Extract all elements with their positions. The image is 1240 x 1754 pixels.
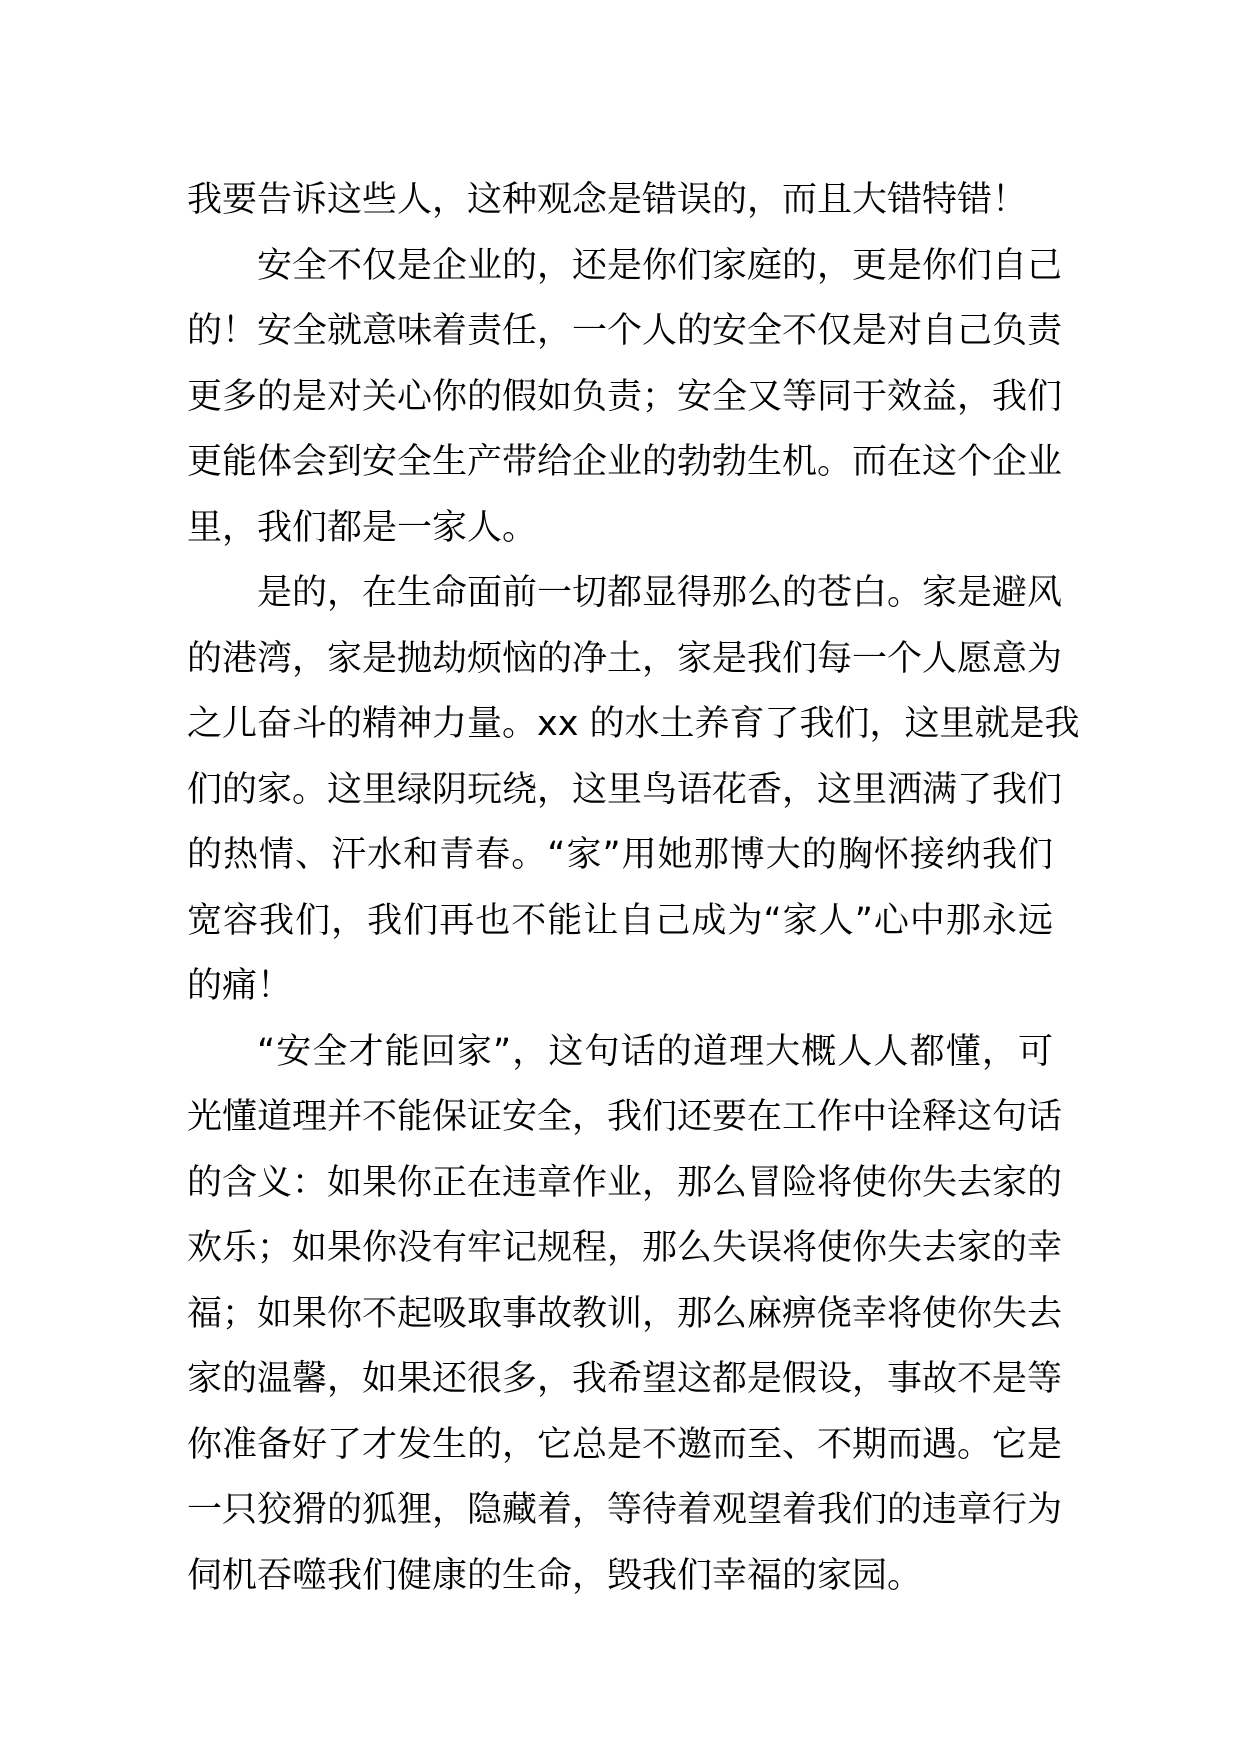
text-line: 你准备好了才发生的，它总是不邀而至、不期而遇。它是 <box>187 1424 1063 1465</box>
text-line: “安全才能回家”，这句话的道理大概人人都懂，可 <box>257 1031 1053 1072</box>
text-line: 光懂道理并不能保证安全，我们还要在工作中诠释这句话 <box>187 1097 1063 1137</box>
paragraph-3 <box>187 561 1080 1020</box>
text-line: 一只狡猾的狐狸，隐藏着，等待着观望着我们的违章行为 <box>187 1490 1063 1530</box>
text-line: 伺机吞噬我们健康的生命，毁我们幸福的家园。 <box>187 1555 923 1596</box>
text-line: 更多的是对关心你的假如负责；安全又等同于效益，我们 <box>187 376 1063 417</box>
paragraph-2 <box>187 234 1063 562</box>
text-line: 福；如果你不起吸取事故教训，那么麻痹侥幸将使你失去 <box>187 1293 1063 1334</box>
text-line: 的！安全就意味着责任，一个人的安全不仅是对自己负责 <box>187 311 1063 351</box>
body-text <box>187 168 1080 1609</box>
paragraph-1 <box>187 168 1053 234</box>
text-line: 更能体会到安全生产带给企业的勃勃生机。而在这个企业 <box>187 442 1063 482</box>
text-line: 安全不仅是企业的，还是你们家庭的，更是你们自己 <box>257 245 1063 286</box>
text-line: 的痛！ <box>187 966 293 1006</box>
text-line: 的热情、汗水和青春。“家”用她那博大的胸怀接纳我们 <box>187 835 1053 875</box>
text-line: 的含义：如果你正在违章作业，那么冒险将使你失去家的 <box>187 1162 1063 1203</box>
text-line: 是的，在生命面前一切都显得那么的苍白。家是避风 <box>257 573 1063 613</box>
text-line: 家的温馨，如果还很多，我希望这都是假设，事故不是等 <box>187 1359 1063 1399</box>
text-line: 的港湾，家是抛劫烦恼的净土，家是我们每一个人愿意为 <box>187 638 1063 679</box>
text-line: 宽容我们，我们再也不能让自己成为“家人”心中那永远 <box>187 900 1053 941</box>
text-line: 们的家。这里绿阴玩绕，这里鸟语花香，这里洒满了我们 <box>187 769 1063 810</box>
text-line: 之儿奋斗的精神力量。xx 的水土养育了我们，这里就是我 <box>187 704 1080 744</box>
text-line: 欢乐；如果你没有牢记规程，那么失误将使你失去家的幸 <box>187 1228 1063 1268</box>
text-line: 里，我们都是一家人。 <box>187 507 538 548</box>
paragraph-4 <box>187 1020 1063 1610</box>
text-line: 我要告诉这些人，这种观念是错误的，而且大错特错！ <box>187 180 1028 220</box>
